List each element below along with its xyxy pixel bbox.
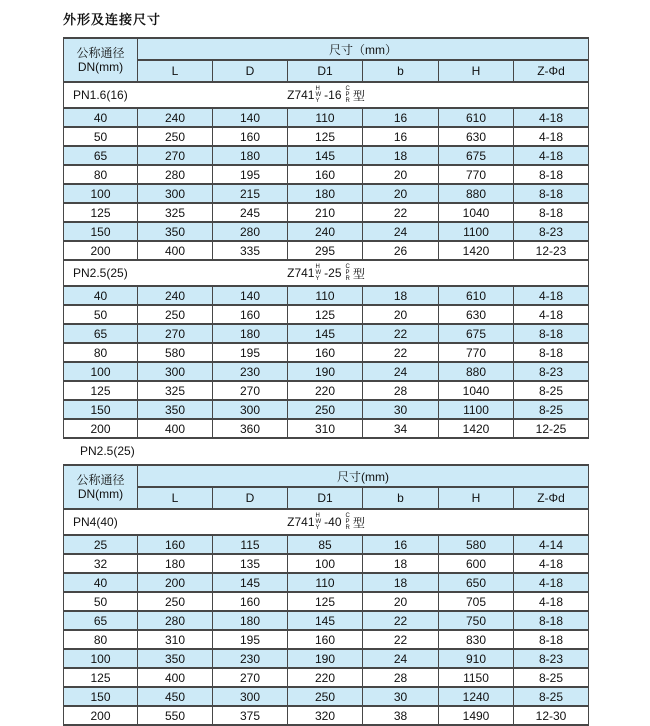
value-cell: 20 xyxy=(363,305,439,324)
value-cell: 20 xyxy=(363,184,439,203)
value-cell: 18 xyxy=(363,554,439,573)
dn-header-line2: DN(mm) xyxy=(77,487,124,501)
table-row xyxy=(64,630,589,649)
value-cell: 28 xyxy=(363,668,439,687)
pn-section-row xyxy=(64,509,589,535)
value-cell: 190 xyxy=(288,649,363,668)
value-cell: 145 xyxy=(288,611,363,630)
dn-header-line1: 公称通径 xyxy=(76,46,125,60)
dn-cell: 50 xyxy=(64,127,138,146)
value-cell: 8-25 xyxy=(514,687,589,706)
col-header-H: H xyxy=(439,60,514,82)
value-cell: 360 xyxy=(213,419,288,438)
value-cell: 300 xyxy=(138,184,213,203)
table-row xyxy=(64,222,589,241)
value-cell: 16 xyxy=(363,108,439,127)
value-cell: 38 xyxy=(363,706,439,725)
table-row xyxy=(64,668,589,687)
col-header-D: D xyxy=(213,60,288,82)
pn-label: PN1.6(16) xyxy=(73,88,128,102)
value-cell: 12-25 xyxy=(514,419,589,438)
value-cell: 325 xyxy=(138,203,213,222)
stack-letter: C xyxy=(345,264,350,270)
value-cell: 1240 xyxy=(439,687,514,706)
value-cell: 320 xyxy=(288,706,363,725)
value-cell: 24 xyxy=(363,222,439,241)
pn-label-standalone: PN2.5(25) xyxy=(80,444,135,458)
col-header-b: b xyxy=(363,487,439,509)
dn-cell: 100 xyxy=(64,184,138,203)
stack-letter: W xyxy=(315,92,322,98)
dn-cell: 100 xyxy=(64,649,138,668)
dn-header-line2: DN(mm) xyxy=(77,60,124,74)
table-row xyxy=(64,611,589,630)
value-cell: 280 xyxy=(213,222,288,241)
dn-cell: 65 xyxy=(64,146,138,165)
dn-cell: 125 xyxy=(64,668,138,687)
pn-section-row xyxy=(64,82,589,108)
value-cell: 310 xyxy=(138,630,213,649)
dn-cell: 125 xyxy=(64,203,138,222)
value-cell: 30 xyxy=(363,687,439,706)
col-header-H: H xyxy=(439,487,514,509)
stack-letter: C xyxy=(345,86,350,92)
value-cell: 240 xyxy=(288,222,363,241)
value-cell: 1040 xyxy=(439,203,514,222)
value-cell: 650 xyxy=(439,573,514,592)
table-row xyxy=(64,241,589,260)
value-cell: 190 xyxy=(288,362,363,381)
value-cell: 270 xyxy=(138,146,213,165)
value-cell: 145 xyxy=(288,324,363,343)
value-cell: 830 xyxy=(439,630,514,649)
dn-cell: 100 xyxy=(64,362,138,381)
value-cell: 270 xyxy=(213,668,288,687)
stack-letter: P xyxy=(345,270,350,276)
value-cell: 18 xyxy=(363,286,439,305)
value-cell: 180 xyxy=(288,184,363,203)
value-cell: 705 xyxy=(439,592,514,611)
col-header-b: b xyxy=(363,60,439,82)
value-cell: 250 xyxy=(288,400,363,419)
value-cell: 400 xyxy=(138,668,213,687)
table-row xyxy=(64,165,589,184)
table-row xyxy=(64,554,589,573)
model-type-suffix: 型 xyxy=(352,88,365,103)
value-cell: 630 xyxy=(439,305,514,324)
value-cell: 400 xyxy=(138,241,213,260)
dn-cell: 80 xyxy=(64,630,138,649)
value-cell: 85 xyxy=(288,535,363,554)
dn-cell: 150 xyxy=(64,222,138,241)
value-cell: 550 xyxy=(138,706,213,725)
value-cell: 1100 xyxy=(439,222,514,241)
value-cell: 22 xyxy=(363,611,439,630)
value-cell: 180 xyxy=(213,324,288,343)
table-row xyxy=(64,286,589,305)
table-row xyxy=(64,400,589,419)
value-cell: 22 xyxy=(363,630,439,649)
dn-cell: 65 xyxy=(64,324,138,343)
dn-cell: 50 xyxy=(64,305,138,324)
value-cell: 12-23 xyxy=(514,241,589,260)
value-cell: 20 xyxy=(363,165,439,184)
value-cell: 1040 xyxy=(439,381,514,400)
value-cell: 280 xyxy=(138,611,213,630)
stack-letter: R xyxy=(345,98,350,104)
value-cell: 8-18 xyxy=(514,184,589,203)
value-cell: 4-18 xyxy=(514,305,589,324)
dn-cell: 150 xyxy=(64,400,138,419)
value-cell: 245 xyxy=(213,203,288,222)
letter-stack xyxy=(346,86,350,104)
value-cell: 300 xyxy=(213,400,288,419)
value-cell: 4-18 xyxy=(514,573,589,592)
value-cell: 230 xyxy=(213,649,288,668)
col-header-D1: D1 xyxy=(288,60,363,82)
value-cell: 4-18 xyxy=(514,127,589,146)
stack-letter: C xyxy=(345,513,350,519)
dimension-table-1 xyxy=(63,37,589,439)
stack-letter: R xyxy=(345,276,350,282)
dn-cell: 50 xyxy=(64,592,138,611)
value-cell: 4-18 xyxy=(514,108,589,127)
table-row xyxy=(64,108,589,127)
dn-cell: 40 xyxy=(64,108,138,127)
value-cell: 22 xyxy=(363,203,439,222)
col-header-Zd: Z-Φd xyxy=(514,60,589,82)
value-cell: 28 xyxy=(363,381,439,400)
value-cell: 750 xyxy=(439,611,514,630)
table-row xyxy=(64,535,589,554)
value-cell: 250 xyxy=(288,687,363,706)
value-cell: 8-23 xyxy=(514,222,589,241)
pn-section-cell xyxy=(64,82,589,108)
value-cell: 350 xyxy=(138,222,213,241)
value-cell: 30 xyxy=(363,400,439,419)
value-cell: 630 xyxy=(439,127,514,146)
value-cell: 220 xyxy=(288,668,363,687)
dn-cell: 80 xyxy=(64,165,138,184)
model-type-suffix: 型 xyxy=(352,266,365,281)
dn-cell: 125 xyxy=(64,381,138,400)
value-cell: 8-25 xyxy=(514,381,589,400)
table-row xyxy=(64,305,589,324)
stack-letter: P xyxy=(345,92,350,98)
value-cell: 180 xyxy=(213,146,288,165)
col-header-Zd: Z-Φd xyxy=(514,487,589,509)
value-cell: 240 xyxy=(138,108,213,127)
dn-cell: 40 xyxy=(64,573,138,592)
value-cell: 220 xyxy=(288,381,363,400)
table-row xyxy=(64,127,589,146)
letter-stack xyxy=(316,513,322,531)
value-cell: 115 xyxy=(213,535,288,554)
dn-header-line1: 公称通径 xyxy=(76,473,125,487)
value-cell: 8-18 xyxy=(514,343,589,362)
value-cell: 1150 xyxy=(439,668,514,687)
value-cell: 160 xyxy=(213,305,288,324)
dn-cell: 200 xyxy=(64,241,138,260)
value-cell: 34 xyxy=(363,419,439,438)
dn-cell: 80 xyxy=(64,343,138,362)
dn-cell: 200 xyxy=(64,419,138,438)
value-cell: 180 xyxy=(138,554,213,573)
value-cell: 450 xyxy=(138,687,213,706)
value-cell: 310 xyxy=(288,419,363,438)
value-cell: 770 xyxy=(439,165,514,184)
value-cell: 160 xyxy=(138,535,213,554)
table-row xyxy=(64,203,589,222)
value-cell: 335 xyxy=(213,241,288,260)
dn-cell: 32 xyxy=(64,554,138,573)
table-row xyxy=(64,592,589,611)
value-cell: 22 xyxy=(363,324,439,343)
value-cell: 675 xyxy=(439,324,514,343)
value-cell: 4-18 xyxy=(514,554,589,573)
value-cell: 400 xyxy=(138,419,213,438)
page xyxy=(63,0,588,726)
table-row xyxy=(64,184,589,203)
table-row xyxy=(64,419,589,438)
value-cell: 195 xyxy=(213,165,288,184)
value-cell: 180 xyxy=(213,611,288,630)
value-cell: 8-18 xyxy=(514,203,589,222)
model-pressure: -25 xyxy=(324,266,342,280)
value-cell: 580 xyxy=(439,535,514,554)
table-row xyxy=(64,687,589,706)
value-cell: 610 xyxy=(439,108,514,127)
table-row xyxy=(64,706,589,725)
model-designation xyxy=(287,86,365,104)
value-cell: 580 xyxy=(138,343,213,362)
value-cell: 8-18 xyxy=(514,324,589,343)
value-cell: 8-25 xyxy=(514,400,589,419)
value-cell: 24 xyxy=(363,649,439,668)
value-cell: 1420 xyxy=(439,241,514,260)
value-cell: 880 xyxy=(439,184,514,203)
stack-letter: Y xyxy=(315,276,320,282)
value-cell: 350 xyxy=(138,400,213,419)
value-cell: 8-23 xyxy=(514,649,589,668)
pn-section-cell xyxy=(64,509,589,535)
value-cell: 300 xyxy=(138,362,213,381)
value-cell: 145 xyxy=(213,573,288,592)
value-cell: 675 xyxy=(439,146,514,165)
value-cell: 350 xyxy=(138,649,213,668)
value-cell: 250 xyxy=(138,127,213,146)
value-cell: 140 xyxy=(213,286,288,305)
stack-letter: H xyxy=(315,86,320,92)
value-cell: 8-25 xyxy=(514,668,589,687)
table-row xyxy=(64,324,589,343)
value-cell: 215 xyxy=(213,184,288,203)
value-cell: 110 xyxy=(288,108,363,127)
pn-label: PN4(40) xyxy=(73,515,118,529)
value-cell: 1490 xyxy=(439,706,514,725)
value-cell: 300 xyxy=(213,687,288,706)
value-cell: 4-18 xyxy=(514,592,589,611)
col-header-L: L xyxy=(138,487,213,509)
page-title: 外形及连接尺寸 xyxy=(63,12,162,27)
value-cell: 22 xyxy=(363,343,439,362)
col-header-D1: D1 xyxy=(288,487,363,509)
model-designation xyxy=(287,264,365,282)
stack-letter: Y xyxy=(315,525,320,531)
letter-stack xyxy=(346,264,350,282)
value-cell: 610 xyxy=(439,286,514,305)
value-cell: 16 xyxy=(363,535,439,554)
table-row xyxy=(64,343,589,362)
value-cell: 20 xyxy=(363,592,439,611)
value-cell: 270 xyxy=(138,324,213,343)
value-cell: 135 xyxy=(213,554,288,573)
dn-cell: 25 xyxy=(64,535,138,554)
stack-letter: H xyxy=(315,264,320,270)
table-row xyxy=(64,573,589,592)
value-cell: 125 xyxy=(288,127,363,146)
value-cell: 125 xyxy=(288,592,363,611)
value-cell: 26 xyxy=(363,241,439,260)
model-prefix: Z741 xyxy=(287,515,315,529)
model-prefix: Z741 xyxy=(287,88,315,102)
value-cell: 24 xyxy=(363,362,439,381)
value-cell: 910 xyxy=(439,649,514,668)
value-cell: 250 xyxy=(138,305,213,324)
stack-letter: H xyxy=(315,513,320,519)
dimension-table-2 xyxy=(63,464,589,726)
stack-letter: W xyxy=(315,270,322,276)
value-cell: 240 xyxy=(138,286,213,305)
dn-header-cell xyxy=(64,465,138,509)
dn-header-cell xyxy=(64,38,138,82)
value-cell: 295 xyxy=(288,241,363,260)
value-cell: 210 xyxy=(288,203,363,222)
value-cell: 12-30 xyxy=(514,706,589,725)
value-cell: 4-18 xyxy=(514,146,589,165)
stack-letter: W xyxy=(315,519,322,525)
letter-stack xyxy=(346,513,350,531)
letter-stack xyxy=(315,264,321,282)
value-cell: 1420 xyxy=(439,419,514,438)
letter-stack xyxy=(315,86,321,104)
value-cell: 375 xyxy=(213,706,288,725)
value-cell: 18 xyxy=(363,573,439,592)
value-cell: 325 xyxy=(138,381,213,400)
value-cell: 8-18 xyxy=(514,630,589,649)
value-cell: 100 xyxy=(288,554,363,573)
model-pressure: -40 xyxy=(324,515,342,529)
value-cell: 8-23 xyxy=(514,362,589,381)
col-header-L: L xyxy=(138,60,213,82)
value-cell: 4-14 xyxy=(514,535,589,554)
value-cell: 1100 xyxy=(439,400,514,419)
value-cell: 4-18 xyxy=(514,286,589,305)
table-row xyxy=(64,146,589,165)
value-cell: 195 xyxy=(213,630,288,649)
value-cell: 880 xyxy=(439,362,514,381)
dn-cell: 40 xyxy=(64,286,138,305)
value-cell: 140 xyxy=(213,108,288,127)
model-type-suffix: 型 xyxy=(352,515,365,530)
size-header-cell: 尺寸（mm） xyxy=(138,38,589,60)
value-cell: 160 xyxy=(288,165,363,184)
value-cell: 145 xyxy=(288,146,363,165)
model-pressure: -16 xyxy=(324,88,342,102)
value-cell: 18 xyxy=(363,146,439,165)
value-cell: 160 xyxy=(288,343,363,362)
value-cell: 200 xyxy=(138,573,213,592)
value-cell: 160 xyxy=(288,630,363,649)
value-cell: 230 xyxy=(213,362,288,381)
table-row xyxy=(64,381,589,400)
model-prefix: Z741 xyxy=(287,266,315,280)
pn-section-row xyxy=(64,260,589,286)
size-header-cell: 尺寸(mm) xyxy=(138,465,589,487)
table-row xyxy=(64,362,589,381)
value-cell: 195 xyxy=(213,343,288,362)
value-cell: 110 xyxy=(288,573,363,592)
dn-cell: 65 xyxy=(64,611,138,630)
value-cell: 160 xyxy=(213,127,288,146)
table-row xyxy=(64,649,589,668)
value-cell: 250 xyxy=(138,592,213,611)
model-designation xyxy=(287,513,365,531)
stack-letter: R xyxy=(345,525,350,531)
value-cell: 16 xyxy=(363,127,439,146)
stack-letter: Y xyxy=(315,98,320,104)
col-header-D: D xyxy=(213,487,288,509)
value-cell: 600 xyxy=(439,554,514,573)
value-cell: 125 xyxy=(288,305,363,324)
value-cell: 110 xyxy=(288,286,363,305)
stack-letter: P xyxy=(345,519,350,525)
pn-label: PN2.5(25) xyxy=(73,266,128,280)
value-cell: 8-18 xyxy=(514,165,589,184)
value-cell: 770 xyxy=(439,343,514,362)
value-cell: 270 xyxy=(213,381,288,400)
value-cell: 8-18 xyxy=(514,611,589,630)
value-cell: 280 xyxy=(138,165,213,184)
dn-cell: 150 xyxy=(64,687,138,706)
value-cell: 160 xyxy=(213,592,288,611)
dn-cell: 200 xyxy=(64,706,138,725)
pn-section-cell xyxy=(64,260,589,286)
